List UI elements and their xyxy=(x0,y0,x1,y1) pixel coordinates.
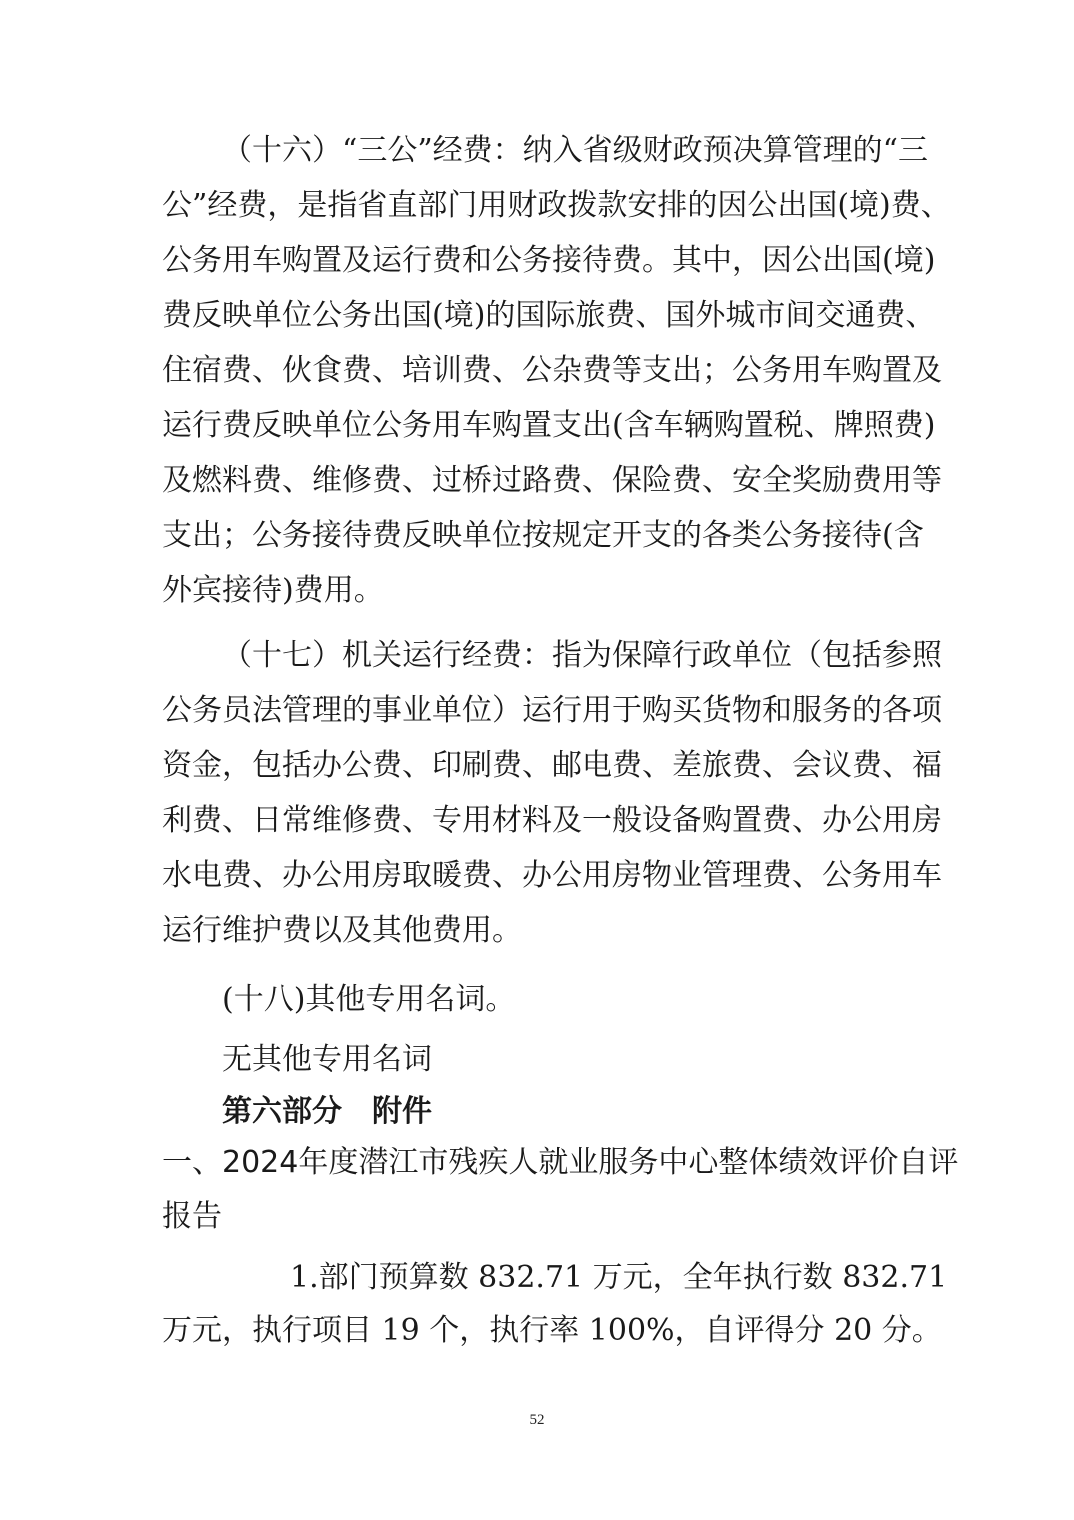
section17-line-3: 资金，包括办公费、印刷费、邮电费、差旅费、会议费、福 xyxy=(162,748,942,783)
section17-line-4: 利费、日常维修费、专用材料及一般设备购置费、办公用房 xyxy=(162,803,942,838)
section18-title: (十八)其他专用名词。 xyxy=(222,982,516,1017)
section16-line-5: 住宿费、伙食费、培训费、公杂费等支出；公务用车购置及 xyxy=(162,353,942,388)
section18-body: 无其他专用名词 xyxy=(222,1042,432,1077)
section16-line-9: 外宾接待)费用。 xyxy=(162,573,384,608)
part6-title: 第六部分 附件 xyxy=(222,1094,432,1129)
section16-line-6: 运行费反映单位公务用车购置支出(含车辆购置税、牌照费) xyxy=(162,408,936,443)
section17-line-2: 公务员法管理的事业单位）运行用于购买货物和服务的各项 xyxy=(162,693,942,728)
report-item1-line-2: 万元，执行项目 19 个，执行率 100%，自评得分 20 分。 xyxy=(162,1313,942,1348)
section16-line-4: 费反映单位公务出国(境)的国际旅费、国外城市间交通费、 xyxy=(162,298,936,333)
section16-line-7: 及燃料费、维修费、过桥过路费、保险费、安全奖励费用等 xyxy=(162,463,942,498)
section17-line-6: 运行维护费以及其他费用。 xyxy=(162,913,522,948)
section16-line-1: （十六）“三公”经费：纳入省级财政预决算管理的“三 xyxy=(222,133,929,168)
section16-line-8: 支出；公务接待费反映单位按规定开支的各类公务接待(含 xyxy=(162,518,924,553)
report-title-line-1: 一、2024年度潜江市残疾人就业服务中心整体绩效评价自评 xyxy=(162,1145,959,1180)
section16-line-2: 公”经费，是指省直部门用财政拨款安排的因公出国(境)费、 xyxy=(162,188,951,223)
section17-line-5: 水电费、办公用房取暖费、办公用房物业管理费、公务用车 xyxy=(162,858,942,893)
section16-line-3: 公务用车购置及运行费和公务接待费。其中，因公出国(境) xyxy=(162,243,936,278)
section17-line-1: （十七）机关运行经费：指为保障行政单位（包括参照 xyxy=(222,638,942,673)
page-number: 52 xyxy=(529,1412,545,1428)
report-item1-line-1: 1.部门预算数 832.71 万元，全年执行数 832.71 xyxy=(290,1260,948,1295)
report-title-line-2: 报告 xyxy=(162,1199,222,1234)
